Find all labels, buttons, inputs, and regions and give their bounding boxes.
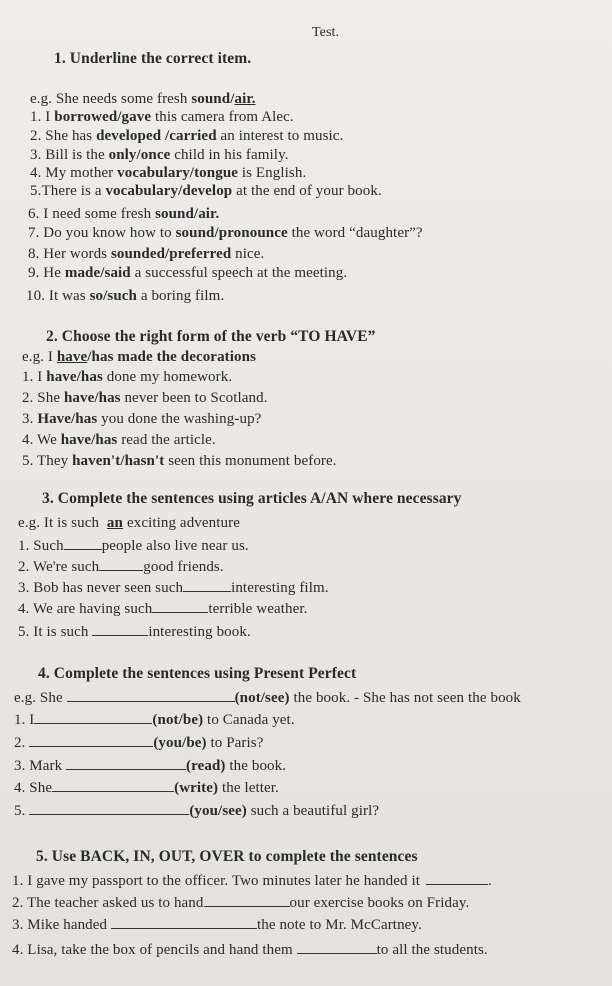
answer-blank[interactable] [297,940,377,954]
section-1-item: 10. It was so/such a boring film. [26,288,225,304]
section-2-item: 3. Have/has you done the washing-up? [22,411,262,427]
example-answer: have [56,349,88,365]
section-4-item: 4. She (write) the letter. [14,780,279,796]
answer-blank[interactable] [29,801,189,815]
option-pair[interactable]: vocabulary/develop [105,183,233,199]
answer-blank[interactable] [52,778,174,792]
option-pair[interactable]: vocabulary/tongue [117,165,239,181]
option-pair[interactable]: have/has [63,390,121,406]
example-text: e.g. She needs some fresh [30,91,192,107]
section-1-example [30,90,256,108]
answer-blank[interactable] [152,599,208,613]
option-pair[interactable]: only/once [108,147,171,163]
section-3-item: 4. We are having such terrible weather. [18,601,308,617]
section-2-item: 5. They haven't/hasn't seen this monument before. [22,453,337,469]
section-5-item: 3. Mike handed the note to Mr. McCartney. [12,917,422,933]
section-4-item: 1. I (not/be) to Canada yet. [14,712,295,728]
section-1-item: 2. She has developed /carried an interest to music. [30,128,344,144]
page-title: Test. [312,25,340,40]
option-pair[interactable]: Have/has [37,411,98,427]
answer-blank[interactable] [92,622,148,636]
answer-blank[interactable] [34,710,152,724]
option-pair[interactable]: have/has [46,369,103,385]
section-1-heading: 1. Underline the correct item. [54,50,252,67]
section-4-example: e.g. She (not/see) the book. - She has not seen the book [14,690,521,706]
answer-blank[interactable] [64,536,102,550]
section-5-heading: 5. Use BACK, IN, OUT, OVER to complete the sentences [36,848,418,865]
answer-blank[interactable] [29,733,153,747]
section-1-item: 3. Bill is the only/once child in his family. [30,147,289,163]
answer-blank[interactable] [111,915,257,929]
option-pair[interactable]: sounded/preferred [110,246,232,262]
section-2-example: e.g. I have/has made the decorations [22,349,257,365]
example-separator: / [230,91,235,107]
section-3-item: 1. Such people also live near us. [18,538,249,554]
option-pair[interactable]: borrowed/gave [54,109,152,125]
section-2-item: 1. I have/has done my homework. [22,369,233,385]
option-pair[interactable]: developed /carried [96,128,217,144]
answer-blank[interactable] [426,871,488,885]
section-1-item: 1. I borrowed/gave this camera from Alec. [30,109,294,125]
option-pair[interactable]: have/has [60,432,118,448]
section-5-item: 4. Lisa, take the box of pencils and hand them to all the students. [12,942,488,958]
section-1-item: 6. I need some fresh sound/air. [28,206,220,222]
option-pair[interactable]: sound/pronounce [175,225,288,241]
section-3-heading: 3. Complete the sentences using articles A/AN where necessary [42,490,462,507]
example-option-underlined: air. [234,91,256,107]
section-4-item: 2. (you/be) to Paris? [14,735,264,751]
option-pair[interactable]: haven't/hasn't [72,453,165,469]
answer-blank[interactable] [67,688,235,702]
section-2-heading: 2. Choose the right form of the verb “TO HAVE” [46,328,376,345]
section-4-item: 3. Mark (read) the book. [14,758,287,774]
example-option-1: sound [191,91,231,107]
section-3-example: e.g. It is such an exciting adventure [18,515,240,531]
answer-blank[interactable] [66,756,186,770]
answer-blank[interactable] [204,893,290,907]
section-1-item: 4. My mother vocabulary/tongue is English. [30,165,307,181]
option-pair[interactable]: so/such [89,288,137,304]
section-1-item: 5.There is a vocabulary/develop at the end of your book. [30,183,382,199]
section-4-item: 5. (you/see) such a beautiful girl? [14,803,380,819]
section-3-item: 5. It is such interesting book. [18,624,251,640]
section-3-item: 2. We're such good friends. [18,559,224,575]
section-1-item: 9. He made/said a successful speech at the meeting. [28,265,348,281]
option-pair[interactable]: sound/air. [155,206,220,222]
answer-blank[interactable] [183,578,231,592]
section-1-item: 8. Her words sounded/preferred nice. [28,246,265,262]
section-4-heading: 4. Complete the sentences using Present Perfect [38,665,357,682]
section-3-item: 3. Bob has never seen such interesting film. [18,580,329,596]
section-5-item: 2. The teacher asked us to hand our exercise books on Friday. [12,895,470,911]
section-2-item: 2. She have/has never been to Scotland. [22,390,268,406]
answer-blank[interactable] [99,557,143,571]
section-2-item: 4. We have/has read the article. [22,432,216,448]
section-1-item: 7. Do you know how to sound/pronounce the word “daughter”? [28,225,423,241]
option-pair[interactable]: made/said [64,265,131,281]
example-answer: an [106,515,123,531]
section-5-item: 1. I gave my passport to the officer. Two minutes later he handed it . [12,873,492,889]
